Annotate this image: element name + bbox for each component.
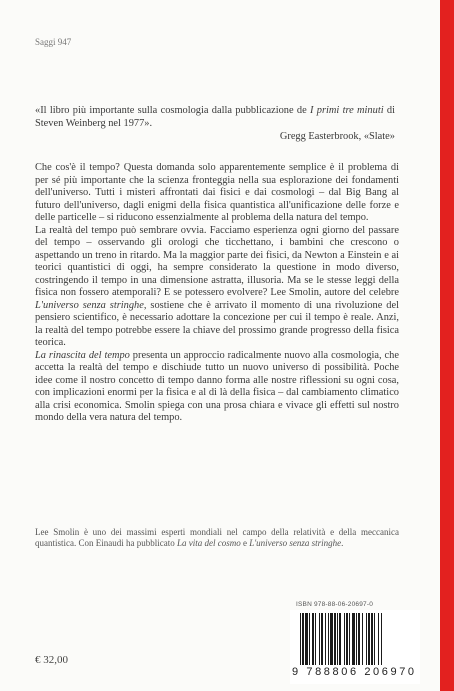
- barcode-bar: [371, 613, 373, 665]
- barcode-bar: [339, 613, 341, 665]
- author-bio: Lee Smolin è uno dei massimi esperti mondiali nel campo della relatività e della meccanica quantistica. Con Einaudi ha pubblicato La vita del cosmo e L'universo senza stringhe.: [35, 527, 399, 549]
- book-title-reference: L'universo senza stringhe: [35, 299, 144, 311]
- barcode-bar: [305, 613, 308, 665]
- barcode-bar: [349, 613, 350, 665]
- bio-book-title-2: L'universo senza stringhe: [249, 538, 342, 549]
- barcode-bar: [378, 613, 379, 665]
- barcode-bar: [312, 613, 314, 665]
- quote-book-title: I primi tre minuti: [310, 105, 384, 116]
- barcode-bar: [368, 613, 370, 665]
- barcode-bar: [315, 613, 316, 665]
- barcode-bar: [302, 613, 304, 665]
- series-label: Saggi 947: [35, 37, 72, 47]
- barcode-bar: [334, 613, 336, 665]
- isbn-label: ISBN 978-88-06-20697-0: [296, 601, 374, 608]
- barcode-bar: [366, 613, 367, 665]
- barcode-bar: [381, 613, 382, 665]
- barcode-bar: [374, 613, 375, 665]
- barcode-bar: [321, 613, 323, 665]
- cover-description: [35, 162, 399, 425]
- barcode: [290, 610, 420, 684]
- barcode-bar: [346, 613, 348, 665]
- barcode-bar: [352, 613, 355, 665]
- bio-book-title-1: La vita del cosmo: [176, 538, 241, 549]
- barcode-bar: [309, 613, 310, 665]
- barcode-digits: 9 788806 206970: [292, 666, 417, 678]
- description-paragraph-1: Che cos'è il tempo? Questa domanda solo apparentemente semplice è il problema di per sé più importante che la scienza fronteggia nella sua esplorazione dei fondamenti dell'universo. Tutti i misteri affrontati dai fisici e dai cosmologi – dal Big Bang al futuro dell'universo, dagli enigmi della fisica quantistica all'unificazione delle forze e delle particelle – si riducono essenzialmente al problema della natura del tempo.: [35, 162, 399, 223]
- quote-text: «Il libro più importante sulla cosmologia dalla pubblicazione de I primi tre minuti di Steven Weinberg nel 1977».: [35, 105, 395, 129]
- barcode-bar: [319, 613, 320, 665]
- description-paragraph-3: La rinascita del tempo presenta un approccio radicalmente nuovo alla cosmologia, che accetta la realtà del tempo e dischiude tutto un nuovo universo di possibilità. Poche idee come il nostro concetto di tempo danno forma alle nostre riflessioni su ogni cosa, con implicazioni enormi per la fisica e al di là della fisica – dal cambiamento climatico alla crisi economica. Smolin spiega con una prosa chiara e vivace gli effetti sul nostro mondo della vera natura del tempo.: [35, 349, 399, 423]
- book-title: La rinascita del tempo: [35, 349, 130, 361]
- barcode-bar: [337, 613, 338, 665]
- barcode-bar: [356, 613, 357, 665]
- barcode-bar: [330, 613, 333, 665]
- barcode-bar: [358, 613, 360, 665]
- barcode-bar: [300, 613, 301, 665]
- quote-attribution: Gregg Easterbrook, «Slate»: [279, 130, 395, 142]
- barcode-bar: [362, 613, 363, 665]
- blurb-quote: [35, 105, 395, 143]
- description-paragraph-2: La realtà del tempo può sembrare ovvia. Facciamo esperienza ogni giorno del passare del tempo – osservando gli orologi che ticchettano, i bambini che crescono o aspettando un treno in ritardo. Ma la maggior parte dei fisici, da Newton a Einstein e ai teorici quantistici di oggi, ha sempre considerato la questione in modo diverso, costringendo il tempo in una dimensione astratta, illusoria. Ma se le stesse leggi della fisica non fossero atemporali? E se potessero evolvere? Lee Smolin, autore del celebre L'universo senza stringhe, sostiene che è arrivato il momento di una rivoluzione del pensiero scientifico, è necessario adottare la concezione per cui il tempo è reale. Anzi, la realtà del tempo potrebbe essere la chiave del prossimo grande progresso della fisica teorica.: [35, 224, 399, 348]
- barcode-bar: [344, 613, 345, 665]
- barcode-bars-icon: [300, 613, 412, 665]
- red-accent-band: [440, 0, 454, 691]
- price: € 32,00: [35, 654, 68, 666]
- barcode-bar: [328, 613, 329, 665]
- barcode-bar: [325, 613, 326, 665]
